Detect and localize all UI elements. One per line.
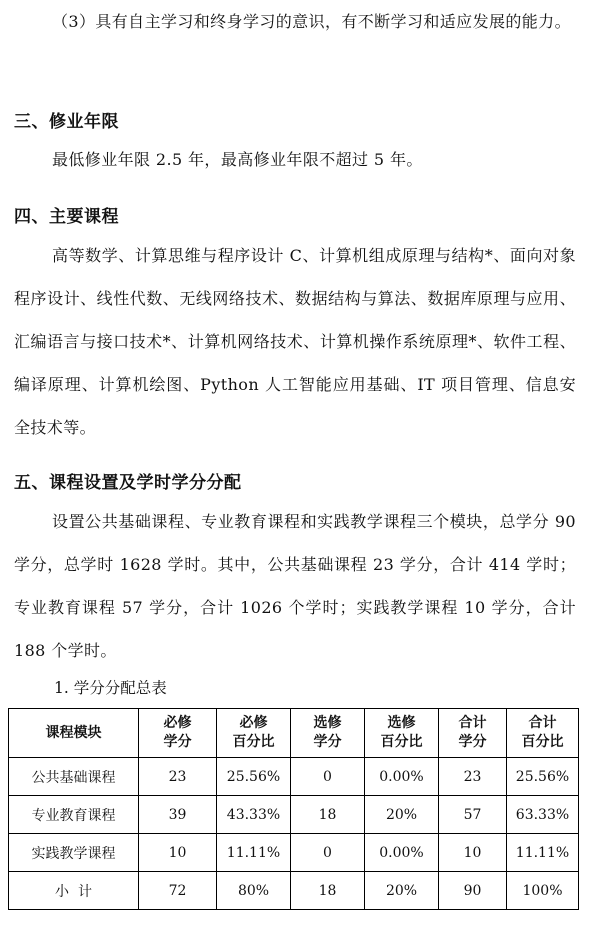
table-total-row <box>9 872 579 910</box>
table-cell: 80% <box>217 872 291 910</box>
ability-paragraph: （3）具有自主学习和终身学习的意识，有不断学习和适应发展的能力。 <box>52 12 571 31</box>
table-cell: 实践教学课程 <box>9 834 139 872</box>
section-heading-years: 三、修业年限 <box>14 112 119 132</box>
section-heading-credits: 五、课程设置及学时学分分配 <box>14 473 242 493</box>
table-cell: 57 <box>439 796 507 834</box>
table-row <box>9 796 579 834</box>
column-header: 合计 学分 <box>439 709 507 758</box>
table-cell: 专业教育课程 <box>9 796 139 834</box>
table-cell: 11.11% <box>217 834 291 872</box>
credits-paragraph: 设置公共基础课程、专业教育课程和实践教学课程三个模块，总学分 90 学分，总学时 1628 学时。其中，公共基础课程 23 学分，合计 414 学时；专业教育课程 57 学分，合计 1026 个学时；实践教学课程 10 学分，合计 188 个学时。 <box>14 512 576 660</box>
table-cell: 0.00% <box>365 834 439 872</box>
table-cell: 18 <box>291 872 365 910</box>
table-header-row <box>9 709 579 758</box>
table-cell: 10 <box>439 834 507 872</box>
table-cell: 20% <box>365 872 439 910</box>
table-cell: 18 <box>291 796 365 834</box>
table-cell: 公共基础课程 <box>9 758 139 796</box>
courses-paragraph: 高等数学、计算思维与程序设计 C、计算机组成原理与结构*、面向对象程序设计、线性代数、无线网络技术、数据结构与算法、数据库原理与应用、汇编语言与接口技术*、计算机网络技术、计算机操作系统原理*、软件工程、编译原理、计算机绘图、Python 人工智能应用基础、IT 项目管理、信息安全技术等。 <box>14 246 576 437</box>
table-cell: 25.56% <box>217 758 291 796</box>
table-row <box>9 758 579 796</box>
table-cell: 20% <box>365 796 439 834</box>
column-header: 选修 百分比 <box>365 709 439 758</box>
table-cell: 小 计 <box>9 872 139 910</box>
table-cell: 23 <box>139 758 217 796</box>
column-header: 合计 百分比 <box>507 709 579 758</box>
column-header: 必修 百分比 <box>217 709 291 758</box>
table-cell: 0.00% <box>365 758 439 796</box>
table-cell: 23 <box>439 758 507 796</box>
table-cell: 72 <box>139 872 217 910</box>
table-row <box>9 834 579 872</box>
years-paragraph: 最低修业年限 2.5 年，最高修业年限不超过 5 年。 <box>52 150 423 169</box>
table-caption: 1. 学分分配总表 <box>54 679 167 697</box>
table-cell: 39 <box>139 796 217 834</box>
credit-distribution-table <box>8 708 579 910</box>
table-cell: 25.56% <box>507 758 579 796</box>
table-cell: 43.33% <box>217 796 291 834</box>
table-cell: 90 <box>439 872 507 910</box>
table-cell: 0 <box>291 834 365 872</box>
table-cell: 0 <box>291 758 365 796</box>
column-header: 选修 学分 <box>291 709 365 758</box>
column-header: 必修 学分 <box>139 709 217 758</box>
section-heading-courses: 四、主要课程 <box>14 207 119 227</box>
table-cell: 63.33% <box>507 796 579 834</box>
table-cell: 100% <box>507 872 579 910</box>
table-cell: 11.11% <box>507 834 579 872</box>
column-header: 课程模块 <box>9 709 139 758</box>
table-cell: 10 <box>139 834 217 872</box>
